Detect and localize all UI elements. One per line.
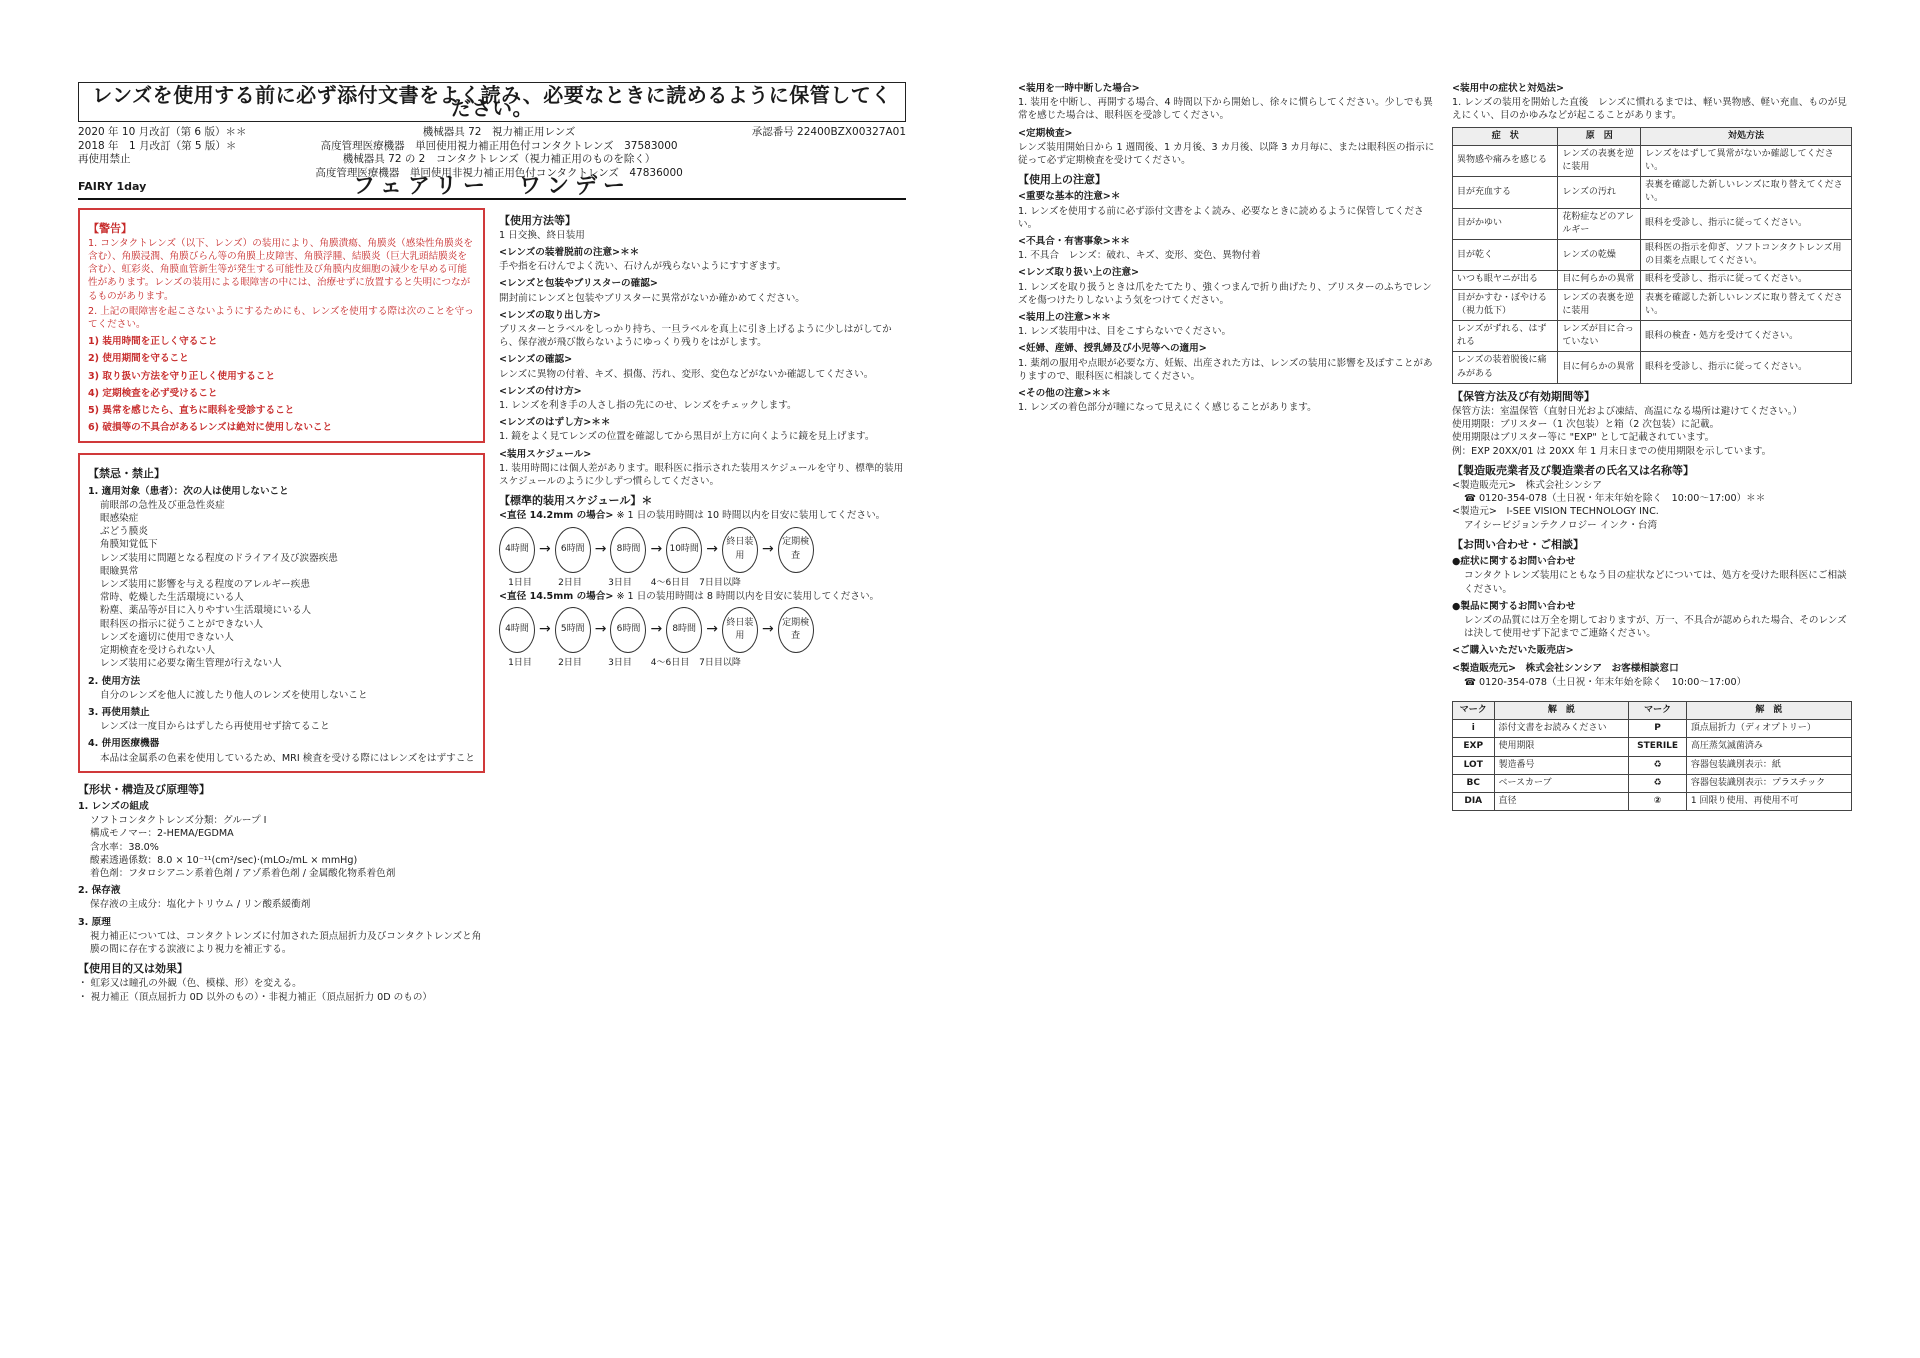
prohibition-item: レンズ装用に問題となる程度のドライアイ及び涙器疾患 — [100, 552, 338, 564]
contact1-text: コンタクトレンズ装用にともなう目の症状などについては、処方を受けた眼科医にご相談ください。 — [1464, 570, 1847, 595]
table-row: DIA 直径 ② 1 回限り使用、再使用不可 — [1453, 792, 1852, 810]
top-notice-box: レンズを使用する前に必ず添付文書をよく読み、必要なときに読めるように保管してください。 — [78, 82, 906, 122]
prohibition-item: 自分のレンズを他人に渡したり他人のレンズを使用しないこと — [100, 689, 368, 701]
storage-line: 保管方法：室温保管（直射日光および凍結、高温になる場所は避けてください。） — [1452, 406, 1803, 418]
left-half — [78, 82, 906, 1004]
usage-line: 手や指を石けんでよく洗い、石けんが残らないようにすすぎます。 — [499, 261, 787, 273]
schedule-circle: 4時間 — [499, 607, 535, 653]
table-row: 異物感や痛みを感じる レンズの表裏を逆に装用 レンズをはずして異常がないか確認してください。 — [1453, 145, 1852, 176]
seller2-line: <製造販売元> 株式会社シンシア お客様相談窓口 — [1452, 662, 1679, 674]
brand-row — [78, 174, 906, 200]
shape-line: 2. 保存液 — [78, 885, 121, 897]
usage-subtitle: <レンズの付け方> — [499, 385, 582, 397]
contact-title: 【お問い合わせ・ご相談】 — [1452, 537, 1584, 551]
table-row: BC ベースカーブ ♻ 容器包装識別表示：プラスチック — [1453, 774, 1852, 792]
phone-icon: ☎ — [1464, 493, 1479, 505]
pregnant-title: <妊婦、産婦、授乳婦及び小児等への適用> — [1018, 343, 1207, 355]
shape-line: 3. 原理 — [78, 916, 111, 928]
handling-text: 1. レンズを取り扱うときは爪をたてたり、強くつまんで折り曲げたり、ブリスターのふちでレンズを傷つけたりしないよう気をつけてください。 — [1018, 281, 1432, 306]
arrow-icon: → — [761, 621, 774, 638]
table-row: 目が充血する レンズの汚れ 表裏を確認した新しいレンズに取り替えてください。 — [1453, 177, 1852, 208]
usage-line: 1. レンズを利き手の人さし指の先にのせ、レンズをチェックします。 — [499, 400, 797, 412]
table-row: 目がかすむ・ぼやける（視力低下） レンズの表裏を逆に装用 表裏を確認した新しいレンズに取り替えてください。 — [1453, 289, 1852, 320]
prohibition-item: 角膜知覚低下 — [100, 539, 158, 551]
usage-subtitle: <レンズの取り出し方> — [499, 309, 601, 321]
usage-line: 1. 装用時間には個人差があります。眼科医に指示された装用スケジュールを守り、標準的装用スケジュールのように少しずつ慣らしてください。 — [499, 462, 904, 488]
storage-line: 使用期限はブリスター等に "EXP" として記載されています。 — [1452, 432, 1715, 444]
prohibition-item: レンズは一度目からはずしたら再使用せず捨てること — [100, 721, 330, 733]
symptom-title: <装用中の症状と対処法> — [1452, 83, 1565, 94]
brand-japanese: フェアリー ワンデー — [352, 174, 632, 200]
usage-subtitle: <レンズと包装やブリスターの確認> — [499, 278, 658, 290]
prohibition-item: 眼科医の指示に従うことができない人 — [100, 618, 264, 630]
warning-title: 【警告】 — [88, 221, 132, 235]
usage-line: 1. 鏡をよく見てレンズの位置を確認してから黒目が上方に向くように鏡を見上げます。 — [499, 431, 875, 443]
shape-line: 1. レンズの組成 — [78, 800, 149, 812]
arrow-icon: → — [539, 621, 551, 638]
warning-item: 1) 装用時間を正しく守ること — [88, 336, 218, 348]
brand-english: FAIRY 1day — [78, 180, 147, 194]
important-text: 1. レンズを使用する前に必ず添付文書をよく読み、必要なときに読めるように保管してください。 — [1018, 205, 1424, 230]
prohibition-item: 粉塵、薬品等が目に入りやすい生活環境にいる人 — [100, 605, 312, 617]
handling-title: <レンズ取り扱い上の注意> — [1018, 267, 1140, 279]
table-row: いつも眼ヤニが出る 目に何らかの異常 眼科を受診し、指示に従ってください。 — [1453, 271, 1852, 289]
symptom-intro: 1. レンズの装用を開始した直後 レンズに慣れるまでは、軽い異物感、軽い充血、ものが見えにくい、目のかゆみなどが起こることがあります。 — [1452, 97, 1847, 122]
interrupt-text: 1. 装用を中断し、再開する場合、4 時間以下から開始し、徐々に慣らしてください。少しでも異常を感じた場合は、眼科医を受診してください。 — [1018, 97, 1433, 122]
usage-line: 1 日交換、終日装用 — [499, 229, 585, 241]
reuse-prohibited: 再使用禁止 — [78, 153, 131, 166]
schedule-circle: 8時間 — [610, 527, 646, 573]
table-row: 目が乾く レンズの乾燥 眼科医の指示を仰ぎ、ソフトコンタクトレンズ用の目薬を点眼してください。 — [1453, 240, 1852, 271]
warning-item: 1. コンタクトレンズ（以下、レンズ）の装用により、角膜潰瘍、角膜炎（感染性角膜炎を含む）、角膜浸潤、角膜びらん等の角膜上皮障害、角膜浮腫、結膜炎（巨大乳頭結膜炎を含む）、虹彩炎、角膜血管新生等が発生する可能性及び角膜内皮細胞の減少を早める可能性があります。レンズの装用による眼障害の中には、治療せずに放置すると失明につながるものがあります。 — [88, 237, 473, 302]
contact1-title: ●症状に関するお問い合わせ — [1452, 556, 1576, 568]
purpose-line: ・ 虹彩又は瞳孔の外観（色、模様、形）を変える。 — [78, 978, 302, 990]
warning-item: 6) 破損等の不具合があるレンズは絶対に使用しないこと — [88, 422, 333, 434]
other-text: 1. レンズの着色部分が瞳になって見えにくく感じることがあります。 — [1018, 402, 1317, 414]
schedule-circle: 終日装用 — [722, 607, 758, 653]
usage-line: 開封前にレンズと包装やブリスターに異常がないか確かめてください。 — [499, 292, 805, 304]
prohibition-item: 本品は金属系の色素を使用しているため、MRI 検査を受ける際にはレンズをはずすこと — [100, 752, 475, 764]
prohibition-item: 前眼部の急性及び亜急性炎症 — [100, 499, 225, 511]
revision-1: 2020 年 10 月改訂（第 6 版）＊＊ — [78, 126, 247, 139]
warning-item: 3) 取り扱い方法を守り正しく使用すること — [88, 370, 276, 382]
header-block — [78, 126, 906, 180]
arrow-icon: → — [706, 541, 718, 558]
pregnant-text: 1. 薬剤の服用や点眼が必要な方、妊娠、出産された方は、レンズの装用に影響を及ぼすことがありますので、眼科医に相談してください。 — [1018, 357, 1433, 382]
table-header: 症 状 — [1453, 127, 1558, 145]
arrow-icon: → — [594, 621, 607, 638]
prohibition-item: 眼感染症 — [100, 513, 139, 525]
table-header: 原 因 — [1558, 127, 1641, 145]
schedule-circle: 定期検査 — [778, 527, 814, 573]
arrow-icon: → — [594, 541, 607, 558]
schedule-circle: 終日装用 — [722, 527, 758, 573]
schedule-row-2 — [499, 607, 906, 653]
usage-title: 【使用方法等】 — [499, 213, 576, 227]
prohibition-title: 【禁忌・禁止】 — [88, 467, 165, 481]
schedule-circle: 8時間 — [666, 607, 702, 653]
prohibition-item: 常時、乾燥した生活環境にいる人 — [100, 592, 244, 604]
usage-subtitle: <レンズの装着脱前の注意>＊＊ — [499, 247, 640, 259]
contact2-text: レンズの品質には万全を期しておりますが、万一、不具合が認められた場合、そのレンズは決して使用せず下記までご連絡ください。 — [1464, 614, 1847, 640]
maker-title: 【製造販売業者及び製造業者の氏名又は名称等】 — [1452, 463, 1694, 477]
left-columns — [78, 208, 906, 1004]
schedule-circle: 5時間 — [555, 607, 591, 653]
shape-line: 視力補正については、コンタクトレンズに付加された頂点屈折力及びコンタクトレンズと角膜の間に存在する涙液により視力を補正する。 — [90, 930, 482, 955]
warning-item: 2. 上記の眼障害を起こさないようにするためにも、レンズを使用する際は次のことを守ってください。 — [88, 305, 474, 331]
seller2-tel: ☎ 0120-354-078（土日祝・年末年始を除く 10:00〜17:00） — [1464, 676, 1747, 688]
schedule-circle: 6時間 — [555, 527, 591, 573]
table-row: i 添付文書をお読みください P 頂点屈折力（ディオプトリー） — [1453, 720, 1852, 738]
shape-line: 酸素透過係数：8.0 × 10⁻¹¹(cm²/sec)·(mLO₂/mL × mmHg) — [90, 854, 358, 866]
purpose-title: 【使用目的又は効果】 — [78, 962, 188, 976]
schedule-circle: 定期検査 — [778, 607, 814, 653]
shape-line: 構成モノマー：2-HEMA/EGDMA — [90, 828, 234, 840]
table-row: 目がかゆい 花粉症などのアレルギー 眼科を受診し、指示に従ってください。 — [1453, 208, 1852, 239]
prohibition-box — [78, 453, 485, 772]
purpose-line: ・ 視力補正（頂点屈折力 0D 以外のもの）・非視力補正（頂点屈折力 0D のもの） — [78, 991, 433, 1003]
table-row: レンズがずれる、はずれる レンズが目に合っていない 眼科の検査・処方を受けてください。 — [1453, 321, 1852, 352]
shape-line: 保存液の主成分：塩化ナトリウム / リン酸系緩衝剤 — [90, 899, 311, 911]
maker-jp: アイシービジョンテクノロジー インク・台湾 — [1464, 519, 1658, 531]
shop-line: <ご購入いただいた販売店> — [1452, 645, 1574, 657]
warning-item: 2) 使用期間を守ること — [88, 353, 189, 365]
prohibition-item: 眼瞼異常 — [100, 565, 139, 577]
table-header: 解 説 — [1686, 701, 1851, 719]
warning-item: 5) 異常を感じたら、直ちに眼科を受診すること — [88, 405, 295, 417]
defect-title: <不具合・有害事象>＊＊ — [1018, 236, 1131, 248]
shape-line: 含水率：38.0% — [90, 841, 159, 853]
table-row: EXP 使用期限 STERILE 高圧蒸気滅菌済み — [1453, 738, 1852, 756]
usage-line: レンズに異物の付着、キズ、損傷、汚れ、変形、変色などがないか確認してください。 — [499, 368, 874, 380]
schedule-circle: 6時間 — [610, 607, 646, 653]
table-header: 解 説 — [1494, 701, 1629, 719]
arrow-icon: → — [650, 621, 663, 638]
defect-text: 1. 不具合 レンズ：破れ、キズ、変形、変色、異物付着 — [1018, 250, 1261, 262]
contact2-title: ●製品に関するお問い合わせ — [1452, 600, 1576, 612]
checkup-text: レンズ装用開始日から 1 週間後、1 カ月後、3 カ月後、以降 3 カ月毎に、または眼科医の指示に従って必ず定期検査を受けてください。 — [1018, 141, 1435, 167]
prohibition-item: 2. 使用方法 — [88, 675, 141, 687]
column-b — [499, 208, 906, 1004]
table-header: マーク — [1629, 701, 1687, 719]
important-title: <重要な基本的注意>＊ — [1018, 191, 1121, 203]
symptom-table — [1452, 127, 1852, 384]
prohibition-item: ぶどう膜炎 — [100, 526, 148, 538]
prohibition-item: 1. 適用対象（患者）：次の人は使用しないこと — [88, 485, 289, 497]
prohibition-item: 定期検査を受けられない人 — [100, 645, 216, 657]
storage-line: 例：EXP 20XX/01 は 20XX 年 1 月末日までの使用期限を示しています。 — [1452, 445, 1772, 457]
table-header: 対処方法 — [1641, 127, 1852, 145]
column-d — [1452, 78, 1852, 811]
seller-line: <製造販売元> 株式会社シンシア — [1452, 480, 1602, 492]
arrow-icon: → — [761, 541, 774, 558]
wear-title: <装用上の注意>＊＊ — [1018, 312, 1111, 324]
revision-2: 2018 年 1 月改訂（第 5 版）＊ — [78, 139, 237, 152]
prohibition-item: 3. 再使用禁止 — [88, 706, 150, 718]
checkup-title: <定期検査> — [1018, 127, 1073, 139]
schedule-row-1 — [499, 527, 906, 573]
symbol-table — [1452, 701, 1852, 811]
phone-icon: ☎ — [1464, 676, 1479, 688]
prohibition-item: レンズ装用に必要な衛生管理が行えない人 — [100, 658, 282, 670]
schedule-title: 【標準的装用スケジュール】＊ — [499, 494, 653, 508]
table-row: レンズの装着脱後に痛みがある 目に何らかの異常 眼科を受診し、指示に従ってください。 — [1453, 352, 1852, 383]
usage-subtitle: <レンズの確認> — [499, 354, 573, 366]
arrow-icon: → — [706, 621, 718, 638]
arrow-icon: → — [650, 541, 663, 558]
warning-item: 4) 定期検査を必ず受けること — [88, 387, 218, 399]
shape-title: 【形状・構造及び原理等】 — [78, 782, 210, 796]
warning-box — [78, 208, 485, 444]
other-title: <その他の注意>＊＊ — [1018, 388, 1111, 400]
device-class-2: 機械器具 72 の 2 コンタクトレンズ（視力補正用のものを除く） — [342, 153, 656, 166]
schedule-days-2: 1日目 2日目 3日目 4〜6日目 7日目以降 — [508, 658, 741, 669]
interrupt-title: <装用を一時中断した場合> — [1018, 83, 1140, 94]
prohibition-item: レンズを適切に使用できない人 — [100, 631, 234, 643]
prohibition-item: 4. 併用医療機器 — [88, 738, 160, 750]
usage-line: ブリスターとラベルをしっかり持ち、一旦ラベルを真上に引き上げるように少しはがしてから、保存液が飛び散らないようにゆっくり残りをはがします。 — [499, 324, 892, 349]
wear-text: 1. レンズ装用中は、目をこすらないでください。 — [1018, 326, 1232, 338]
schedule-row-1-label: <直径 14.2mm の場合> ※ 1 日の装用時間は 10 時間以内を目安に装用してください。 — [499, 510, 886, 522]
approval-number: 承認番号 22400BZX00327A01 — [751, 126, 906, 139]
schedule-circle: 4時間 — [499, 527, 535, 573]
prohibition-item: レンズ装用に影響を与える程度のアレルギー疾患 — [100, 579, 310, 591]
caution-title: 【使用上の注意】 — [1018, 173, 1106, 187]
shape-line: ソフトコンタクトレンズ分類：グループ I — [90, 815, 267, 827]
seller-tel: ☎ 0120-354-078（土日祝・年末年始を除く 10:00〜17:00）＊＊ — [1464, 493, 1766, 505]
usage-subtitle: <レンズのはずし方>＊＊ — [499, 417, 611, 429]
storage-line: 使用期限：ブリスター（1 次包装）と箱（2 次包装）に記載。 — [1452, 419, 1720, 431]
schedule-row-2-label: <直径 14.5mm の場合> ※ 1 日の装用時間は 8 時間以内を目安に装用してください。 — [499, 590, 880, 602]
shape-line: 着色剤：フタロシアニン系着色剤 / アゾ系着色剤 / 金属酸化物系着色剤 — [90, 867, 396, 879]
arrow-icon: → — [539, 541, 551, 558]
column-a — [78, 208, 485, 1004]
maker-line: <製造元> I-SEE VISION TECHNOLOGY INC. — [1452, 506, 1659, 518]
column-c — [1018, 78, 1438, 414]
table-row: LOT 製造番号 ♻ 容器包装識別表示：紙 — [1453, 756, 1852, 774]
schedule-circle: 10時間 — [666, 527, 702, 573]
schedule-days-1: 1日目 2日目 3日目 4〜6日目 7日目以降 — [508, 577, 741, 588]
usage-subtitle: <装用スケジュール> — [499, 448, 592, 460]
device-class-1: 機械器具 72 視力補正用レンズ — [422, 126, 576, 139]
device-category-1: 高度管理医療機器 単回使用視力補正用色付コンタクトレンズ 37583000 — [320, 139, 678, 152]
table-header: マーク — [1453, 701, 1495, 719]
storage-title: 【保管方法及び有効期間等】 — [1452, 389, 1595, 403]
device-category-2: 高度管理医療機器 単回使用非視力補正用色付コンタクトレンズ 47836000 — [315, 166, 683, 179]
